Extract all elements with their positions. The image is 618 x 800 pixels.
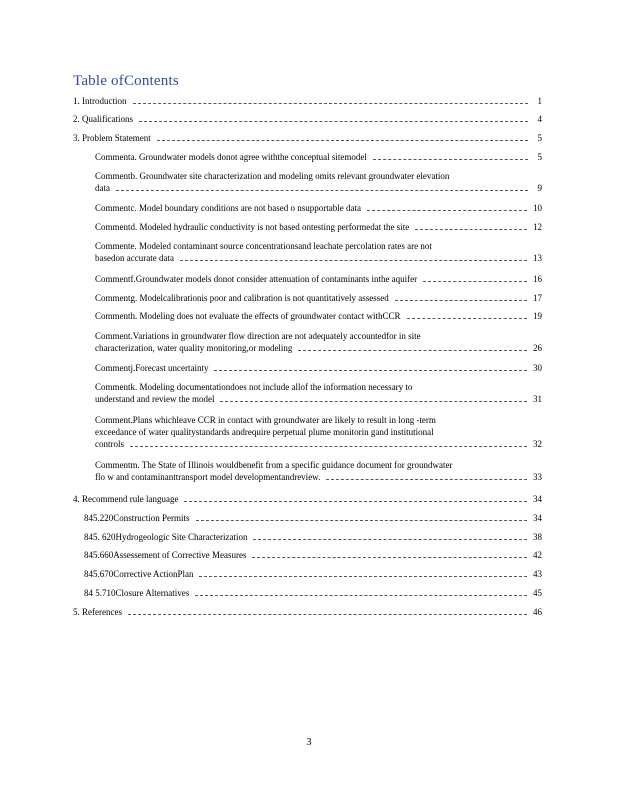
toc-entry-label-line2: exceedance of water qualitystandards andrequire perpetual plume monitorin gand institutional xyxy=(95,427,434,437)
toc-entry-label: Commentj.Forecast uncertainty xyxy=(95,363,209,373)
toc-leader xyxy=(133,103,529,104)
toc-page-number: 12 xyxy=(533,222,542,232)
toc-entry-comment-i[interactable] xyxy=(95,330,542,354)
toc-leader xyxy=(199,576,527,577)
toc-entry-845-620[interactable] xyxy=(84,531,542,543)
toc-page-number: 16 xyxy=(533,274,542,284)
toc-leader xyxy=(196,520,528,521)
toc-entry-845-660[interactable] xyxy=(84,549,542,561)
toc-entry-label: understand and review the model xyxy=(95,394,215,404)
toc-leader xyxy=(180,260,527,261)
toc-entry-label-line1: Comment.Plans whichleave CCR in contact with groundwater are likely to result in long -term xyxy=(95,415,436,425)
toc-page-number: 46 xyxy=(533,607,542,617)
toc-leader xyxy=(253,539,527,540)
toc-entry-comment-c[interactable] xyxy=(95,202,542,214)
toc-entry-label: Commenta. Groundwater models donot agree withthe conceptual sitemodel xyxy=(95,152,367,162)
toc-entry-label: 845. 620Hydrogeologic Site Characterization xyxy=(84,532,248,542)
toc-leader xyxy=(214,370,527,371)
toc-entry-label-line1: Commente. Modeled contaminant source concentrationsand leachate percolation rates are not xyxy=(95,241,432,251)
toc-leader xyxy=(373,159,528,160)
toc-page-number: 38 xyxy=(533,532,542,542)
toc-entry-label: 845.670Corrective ActionPlan xyxy=(84,569,194,579)
toc-page-number: 26 xyxy=(533,343,542,353)
toc-entry-comment-m[interactable] xyxy=(95,459,542,483)
toc-page-number: 5 xyxy=(537,152,542,162)
toc-leader xyxy=(326,479,527,480)
toc-leader xyxy=(128,614,527,615)
toc-entry-845-670[interactable] xyxy=(84,568,542,580)
toc-leader xyxy=(130,446,527,447)
toc-leader xyxy=(139,121,528,122)
toc-page-number: 17 xyxy=(533,293,542,303)
toc-entry-references[interactable] xyxy=(73,606,542,618)
toc-leader xyxy=(184,501,527,502)
toc-entry-introduction[interactable] xyxy=(73,95,542,107)
toc-page-number: 43 xyxy=(533,569,542,579)
toc-entry-label: 4. Recommend rule language xyxy=(73,494,179,504)
toc-page-number: 4 xyxy=(537,114,542,124)
toc-page-number: 34 xyxy=(533,513,542,523)
toc-page-number: 30 xyxy=(533,363,542,373)
toc-entry-label: 84 5.710Closure Alternatives xyxy=(84,588,190,598)
toc-entry-qualifications[interactable] xyxy=(73,113,542,125)
toc-entry-label: characterization, water quality monitoring,or modeling xyxy=(95,343,293,353)
toc-entry-comment-d[interactable] xyxy=(95,221,542,233)
toc-entry-comment-e[interactable] xyxy=(95,240,542,264)
toc-entry-label-line1: Commentk. Modeling documentationdoes not include allof the information necessary to xyxy=(95,382,413,392)
toc-leader xyxy=(423,281,527,282)
toc-entry-comment-h[interactable] xyxy=(95,310,542,322)
toc-page-number: 33 xyxy=(533,472,542,482)
toc-leader xyxy=(415,229,527,230)
toc-entry-label: Commentc. Model boundary conditions are not based o nsupportable data xyxy=(95,203,361,213)
toc-page-number: 42 xyxy=(533,550,542,560)
toc-entry-label: 3. Problem Statement xyxy=(73,133,151,143)
toc-page-number: 31 xyxy=(533,394,542,404)
toc-entry-label: 845.220Construction Permits xyxy=(84,513,190,523)
toc-entry-label: basedon accurate data xyxy=(95,253,174,263)
toc-entry-comment-a[interactable] xyxy=(95,151,542,163)
toc-page-number: 45 xyxy=(533,588,542,598)
toc-entry-label: data xyxy=(95,183,110,193)
toc-entry-problem-statement[interactable] xyxy=(73,132,542,144)
toc-page-number: 19 xyxy=(533,311,542,321)
toc-entry-label: 5. References xyxy=(73,607,122,617)
toc-leader xyxy=(252,557,527,558)
toc-entry-845-220[interactable] xyxy=(84,512,542,524)
toc-entry-label: Commentd. Modeled hydraulic conductivity is not based ontesting performedat the site xyxy=(95,222,410,232)
toc-entry-comment-l[interactable] xyxy=(95,414,542,450)
toc-entry-comment-j[interactable] xyxy=(95,362,542,374)
toc-entry-label-line1: Commentb. Groundwater site characterization and modeling omits relevant groundwater elevation xyxy=(95,171,450,181)
toc-entry-label-line1: Commentm. The State of Illinois wouldbenefit from a specific guidance document for groundwater xyxy=(95,460,453,470)
toc-entry-label: flo w and contaminanttransport model developmentandreview. xyxy=(95,472,321,482)
toc-leader xyxy=(116,190,528,191)
toc-page-number: 5 xyxy=(537,133,542,143)
toc-entry-comment-b[interactable] xyxy=(95,170,542,194)
toc-entry-comment-k[interactable] xyxy=(95,381,542,405)
toc-leader xyxy=(298,350,527,351)
toc-entry-comment-g[interactable] xyxy=(95,292,542,304)
toc-entry-label: Commentf.Groundwater models donot consider attenuation of contaminants inthe aquifer xyxy=(95,274,418,284)
toc-page-number: 13 xyxy=(533,253,542,263)
toc-leader xyxy=(195,595,527,596)
toc-entry-label: controls xyxy=(95,439,124,449)
toc-page-number: 10 xyxy=(533,203,542,213)
toc-page-number: 1 xyxy=(537,96,542,106)
toc-entry-label: Commenth. Modeling does not evaluate the effects of groundwater contact withCCR xyxy=(95,311,401,321)
toc-leader xyxy=(157,140,528,141)
toc-page-number: 9 xyxy=(537,183,542,193)
toc-entry-label: 845.660Assessement of Corrective Measures xyxy=(84,550,247,560)
toc-entry-845-710[interactable] xyxy=(84,587,542,599)
toc-leader xyxy=(220,401,527,402)
toc-entry-label-line1: Comment.Variations in groundwater flow direction are not adequately accountedfor in site xyxy=(95,331,421,341)
toc-entry-label: Commentg. Modelcalibrationis poor and calibration is not quantitatively assessed xyxy=(95,293,389,303)
toc-entry-recommend-rule-language[interactable] xyxy=(73,493,542,505)
toc-leader xyxy=(367,210,527,211)
toc-leader xyxy=(407,318,527,319)
page-number-footer: 3 xyxy=(306,737,312,748)
toc-entry-comment-f[interactable] xyxy=(95,273,542,285)
toc-leader xyxy=(395,300,527,301)
page-title: Table ofContents xyxy=(73,73,179,89)
toc-entry-label: 2. Qualifications xyxy=(73,114,133,124)
toc-entry-label: 1. Introduction xyxy=(73,96,127,106)
toc-page-number: 32 xyxy=(533,439,542,449)
toc-page-number: 34 xyxy=(533,494,542,504)
